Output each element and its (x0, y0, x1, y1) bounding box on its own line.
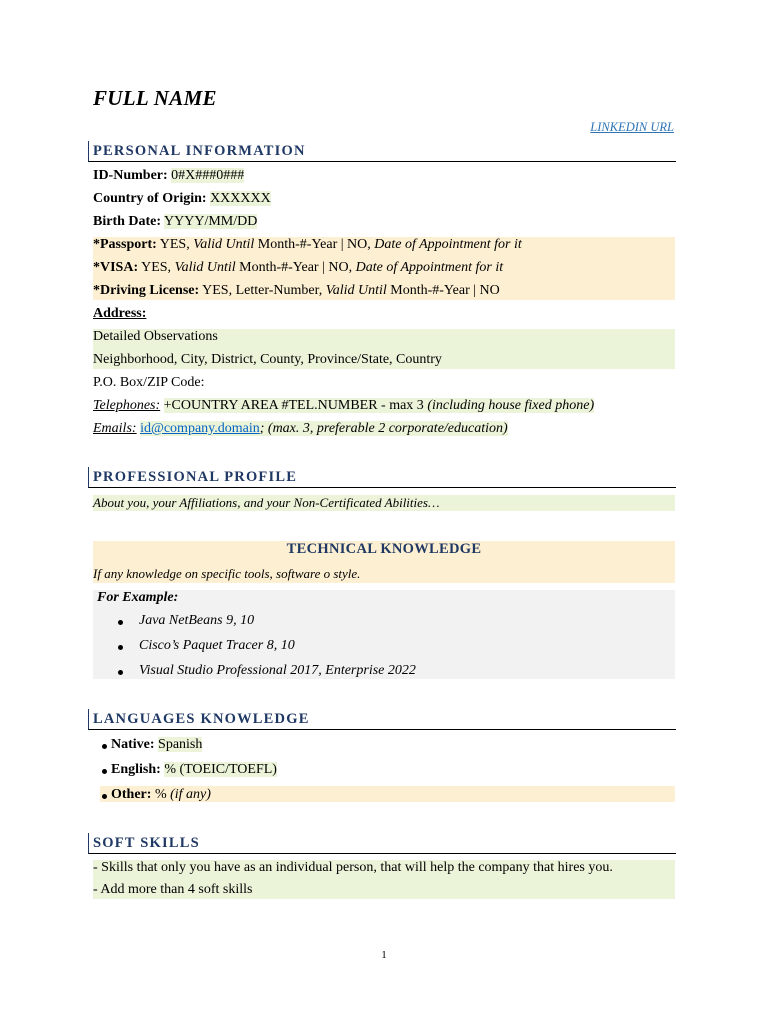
section-title: PERSONAL INFORMATION (93, 143, 306, 159)
country-row (93, 189, 271, 209)
birth-date-row (93, 212, 257, 232)
section-title: SOFT SKILLS (93, 835, 200, 851)
driving-yes: YES, Letter-Number, (199, 283, 326, 298)
native-label: Native: (111, 737, 155, 752)
section-languages-knowledge (88, 709, 676, 730)
section-professional-profile (88, 467, 676, 488)
native-value: Spanish (158, 737, 203, 752)
language-other-row (111, 785, 211, 805)
id-number-row (93, 166, 244, 186)
english-label: English: (111, 762, 161, 777)
language-english-row (111, 760, 277, 780)
section-title: LANGUAGES KNOWLEDGE (93, 711, 310, 727)
address-line-1: Detailed Observations (93, 329, 218, 344)
emails-row (93, 419, 508, 439)
visa-month-year: Month-#-Year | NO, (235, 260, 356, 275)
telephones-label: Telephones: (93, 398, 161, 413)
linkedin-link[interactable]: LINKEDIN URL (590, 120, 674, 134)
visa-label: *VISA: (93, 260, 139, 275)
bullet-icon (102, 769, 107, 774)
soft-skill-line-2: - Add more than 4 soft skills (93, 882, 253, 897)
driving-valid-until: Valid Until (325, 283, 387, 298)
id-number-label: ID-Number: (93, 168, 168, 183)
english-value: % (TOEIC/TOEFL) (164, 762, 277, 777)
visa-valid-until: Valid Until (174, 260, 236, 275)
emails-label: Emails: (93, 421, 137, 436)
address-line-2: Neighborhood, City, District, County, Province/State, Country (93, 352, 442, 367)
birth-date-value: YYYY/MM/DD (164, 214, 258, 229)
technical-subtitle: If any knowledge on specific tools, software o style. (93, 566, 361, 581)
emails-note: ; (max. 3, preferable 2 corporate/education) (259, 421, 508, 436)
example-item-2: Cisco’s Paquet Tracer 8, 10 (139, 638, 295, 653)
bullet-icon (102, 794, 107, 799)
section-personal-information (88, 141, 676, 162)
address-row (93, 304, 146, 324)
passport-row (93, 235, 522, 255)
example-item-1: Java NetBeans 9, 10 (139, 613, 255, 628)
birth-date-label: Birth Date: (93, 214, 162, 229)
full-name: FULL NAME (93, 86, 217, 110)
telephones-value: +COUNTRY AREA #TEL.NUMBER - max 3 (163, 398, 424, 413)
bullet-icon (118, 670, 123, 675)
passport-month-year: Month-#-Year | NO, (254, 237, 375, 252)
country-value: XXXXXX (210, 191, 271, 206)
technical-knowledge-title: TECHNICAL KNOWLEDGE (286, 541, 482, 557)
other-note: (if any) (170, 787, 211, 802)
other-label: Other: (111, 787, 152, 802)
zip-code-row: P.O. Box/ZIP Code: (93, 375, 205, 390)
driving-month-year: Month-#-Year | NO (386, 283, 500, 298)
profile-text: About you, your Affiliations, and your Non-Certificated Abilities… (93, 495, 440, 510)
section-soft-skills (88, 833, 676, 854)
example-item-3: Visual Studio Professional 2017, Enterprise 2022 (139, 663, 416, 678)
telephones-note: (including house fixed phone) (427, 398, 595, 413)
driving-license-label: *Driving License: (93, 283, 200, 298)
passport-appointment: Date of Appointment for it (374, 237, 522, 252)
example-label (97, 588, 178, 608)
id-number-value: 0#X###0### (171, 168, 245, 183)
soft-skill-line-1: - Skills that only you have as an individual person, that will help the company that hires you. (93, 860, 613, 875)
language-native-row (111, 735, 202, 755)
driving-license-row (93, 281, 500, 301)
other-value: % (154, 787, 171, 802)
email-link[interactable]: id@company.domain (140, 421, 260, 436)
passport-yes: YES, (156, 237, 194, 252)
passport-label: *Passport: (93, 237, 157, 252)
visa-appointment: Date of Appointment for it (355, 260, 504, 275)
address-label: Address: (93, 306, 147, 321)
telephones-row (93, 396, 594, 416)
passport-valid-until: Valid Until (193, 237, 255, 252)
page-number: 1 (381, 949, 387, 961)
section-title: PROFESSIONAL PROFILE (93, 469, 298, 485)
visa-row (93, 258, 503, 278)
visa-yes: YES, (138, 260, 175, 275)
example-label-text: For Example: (97, 590, 179, 605)
bullet-icon (118, 620, 123, 625)
bullet-icon (118, 645, 123, 650)
bullet-icon (102, 744, 107, 749)
country-label: Country of Origin: (93, 191, 207, 206)
